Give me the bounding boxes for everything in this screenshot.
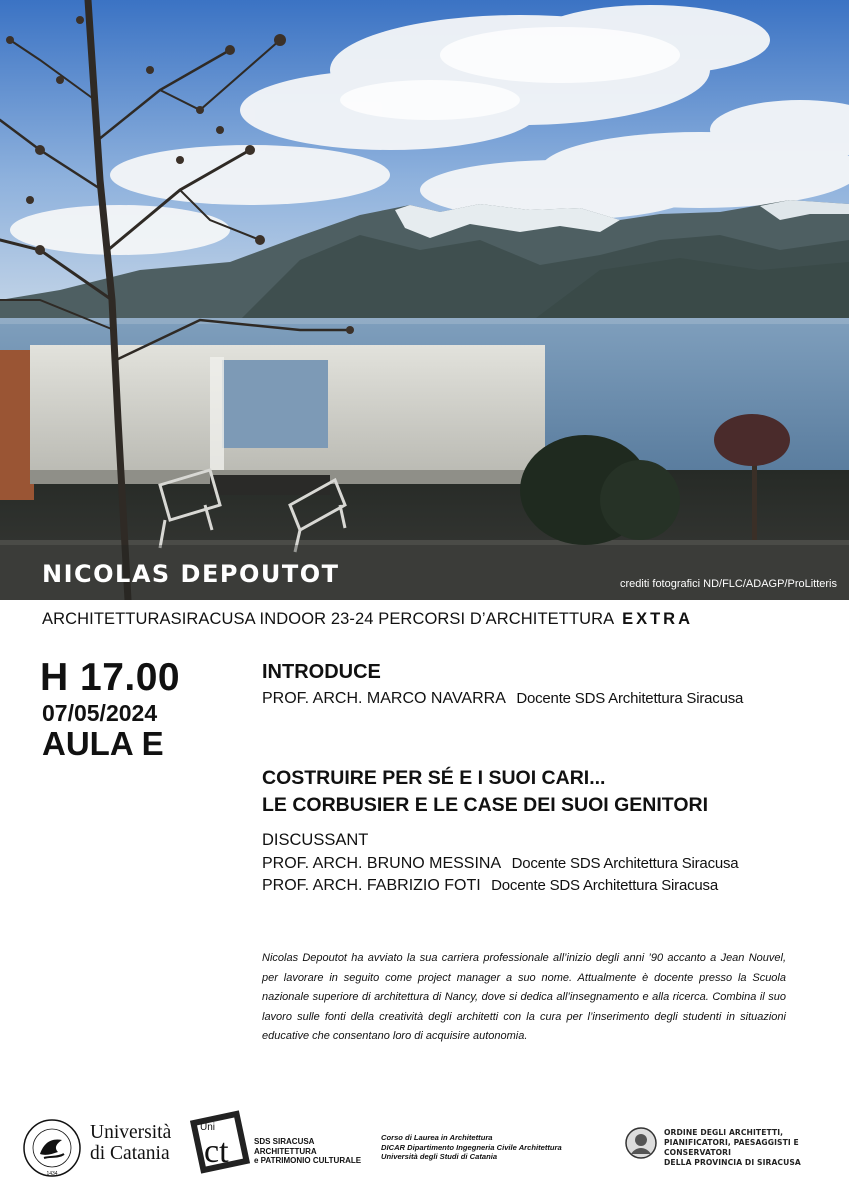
- course-logo-text: [381, 1133, 562, 1162]
- course-line: Corso di Laurea in Architettura: [381, 1133, 493, 1142]
- talk-title: [262, 765, 708, 819]
- university-name-line1: Università: [90, 1122, 172, 1143]
- introducer-name: PROF. ARCH. MARCO NAVARRA: [262, 690, 506, 707]
- discussant: [262, 855, 738, 873]
- university-name-line2: di Catania: [90, 1143, 170, 1164]
- series-text: ARCHITETTURASIRACUSA INDOOR 23-24 PERCORSI D’ARCHITETTURA: [42, 610, 614, 628]
- speaker-bio: Nicolas Depoutot ha avviato la sua carriera professionale all’inizio degli anni ’90 accanto a Jean Nouvel, per lavorare in seguito come project manager a suo nome. Attualmente è docente presso la Scuola nazionale superiore di architettura di Nancy, dove si dedica all’insegnamento e alla ricerca. Combina il suo lavoro sulle fonti della creatività degli architetti con la cura per l’inserimento degli studenti in situazioni educative che consentano loro di acquisire autonomia.: [262, 952, 786, 1042]
- discussant-name: PROF. ARCH. FABRIZIO FOTI: [262, 877, 481, 894]
- introducer-role: Docente SDS Architettura Siracusa: [516, 690, 744, 707]
- ordine-logo-text: [664, 1128, 849, 1168]
- series-highlight: EXTRA: [622, 610, 693, 628]
- series-line: [42, 610, 693, 629]
- discussant: [262, 877, 718, 895]
- university-name: [90, 1122, 171, 1164]
- introducer: [262, 690, 743, 708]
- university-seal-logo: [22, 1118, 82, 1178]
- talk-title-line1: COSTRUIRE PER SÉ E I SUOI CARI...: [262, 767, 606, 789]
- sds-line: ARCHITETTURA: [254, 1146, 317, 1156]
- ordine-line: PIANIFICATORI, PAESAGGISTI E CONSERVATORI: [664, 1138, 799, 1157]
- course-line: DICAR Dipartimento Ingegneria Civile Architettura: [381, 1142, 562, 1152]
- discussant-role: Docente SDS Architettura Siracusa: [491, 877, 718, 894]
- event-date: 07/05/2024: [42, 700, 158, 726]
- svg-text:Uni: Uni: [200, 1122, 216, 1133]
- ordine-line: DELLA PROVINCIA DI SIRACUSA: [664, 1158, 801, 1167]
- event-time: H 17.00: [40, 656, 181, 699]
- ordine-line: ORDINE DEGLI ARCHITETTI,: [664, 1128, 784, 1137]
- seal-year: 1434: [46, 1171, 58, 1177]
- sds-logo-text: [254, 1137, 361, 1166]
- sds-line: SDS SIRACUSA: [254, 1137, 315, 1146]
- sds-logo: [190, 1108, 252, 1176]
- talk-title-line2: LE CORBUSIER E LE CASE DEI SUOI GENITORI: [262, 794, 709, 816]
- course-line: Università degli Studi di Catania: [381, 1152, 498, 1161]
- photo-credit: crediti fotografici ND/FLC/ADAGP/ProLitteris: [619, 578, 837, 590]
- ordine-emblem-logo: [624, 1126, 658, 1160]
- svg-text:ct: ct: [204, 1133, 229, 1170]
- discussant-role: Docente SDS Architettura Siracusa: [511, 855, 739, 872]
- sds-line: e PATRIMONIO CULTURALE: [254, 1156, 362, 1165]
- intro-heading: INTRODUCE: [262, 661, 381, 683]
- discussant-name: PROF. ARCH. BRUNO MESSINA: [262, 855, 502, 872]
- event-room: AULA E: [42, 725, 164, 762]
- speaker-name: NICOLAS DEPOUTOT: [42, 560, 340, 588]
- discussant-heading: DISCUSSANT: [262, 831, 369, 849]
